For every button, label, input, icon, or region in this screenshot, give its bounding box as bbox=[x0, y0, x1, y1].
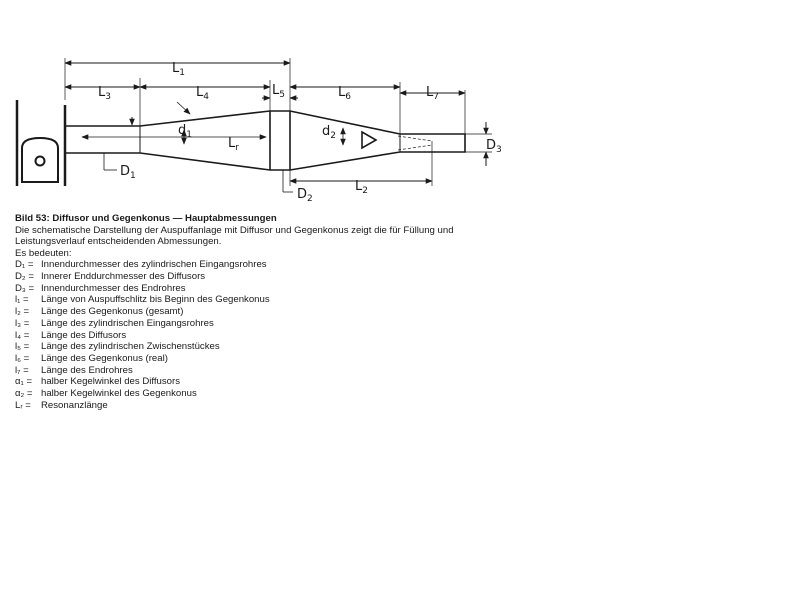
legend-item bbox=[15, 283, 535, 295]
dimension-labels bbox=[98, 61, 502, 204]
legend-item bbox=[15, 365, 535, 377]
legend-symbol: D₃ = bbox=[15, 282, 35, 294]
legend-text: Resonanzlänge bbox=[41, 399, 108, 411]
legend-symbol: D₂ = bbox=[15, 271, 34, 283]
legend-symbol: l₄ = bbox=[15, 329, 30, 341]
legend-text: Innendurchmesser des zylindrischen Eingangsrohres bbox=[41, 259, 267, 271]
legend-text: Länge des Diffusors bbox=[41, 329, 127, 341]
label-L5: L5 bbox=[272, 83, 285, 100]
legend-text: halber Kegelwinkel des Diffusors bbox=[41, 376, 181, 388]
legend-text: Länge des Endrohres bbox=[41, 364, 133, 376]
legend-text: Länge des Gegenkonus (gesamt) bbox=[41, 306, 184, 318]
legend-symbol: Lᵣ = bbox=[15, 399, 31, 411]
exhaust-port-icon bbox=[36, 157, 45, 166]
figure-caption bbox=[15, 213, 535, 412]
label-L6: L6 bbox=[338, 85, 351, 102]
legend-text: halber Kegelwinkel des Gegenkonus bbox=[41, 388, 197, 400]
legend-item bbox=[15, 400, 535, 412]
legend-text: Länge des zylindrischen Eingangsrohres bbox=[41, 317, 214, 329]
legend-item bbox=[15, 318, 535, 330]
label-L2: L2 bbox=[355, 179, 368, 196]
legend-symbol: D₁ = bbox=[15, 259, 34, 271]
label-L3: L3 bbox=[98, 85, 111, 102]
legend-item bbox=[15, 341, 535, 353]
legend-text: Länge von Auspuffschlitz bis Beginn des Gegenkonus bbox=[41, 294, 270, 306]
legend-text: Länge des zylindrischen Zwischenstückes bbox=[41, 341, 220, 353]
label-D2: D2 bbox=[297, 187, 313, 204]
legend-text: Länge des Gegenkonus (real) bbox=[41, 353, 168, 364]
legend-text: Innerer Enddurchmesser des Diffusors bbox=[41, 271, 206, 283]
label-D1: D1 bbox=[120, 164, 136, 181]
label-Lr: Lr bbox=[228, 136, 239, 153]
caption-intro: Es bedeuten: bbox=[15, 247, 72, 259]
legend-symbol: l₃ = bbox=[15, 317, 30, 329]
legend-item bbox=[15, 376, 535, 388]
pipe-outline bbox=[65, 111, 465, 170]
label-L7: L7 bbox=[426, 85, 439, 102]
legend-symbol: l₇ = bbox=[15, 364, 29, 376]
label-d1: d1 bbox=[178, 123, 192, 140]
legend-item bbox=[15, 271, 535, 283]
legend-symbol: l₁ = bbox=[15, 294, 29, 306]
legend-item bbox=[15, 306, 535, 318]
caption-description-line: Leistungsverlauf entscheidenden Abmessungen. bbox=[15, 236, 222, 248]
cylinder-block bbox=[17, 100, 65, 186]
legend-symbol: α₂ = bbox=[15, 388, 33, 400]
label-D3: D3 bbox=[486, 138, 502, 155]
legend-symbol: l₂ = bbox=[15, 306, 30, 318]
legend-item bbox=[15, 294, 535, 306]
label-L4: L4 bbox=[196, 85, 209, 102]
legend-list bbox=[15, 259, 535, 411]
caption-description-line: Die schematische Darstellung der Auspuffanlage mit Diffusor und Gegenkonus zeigt die für Füllung und bbox=[15, 224, 454, 236]
label-L1: L1 bbox=[172, 61, 185, 78]
caption-title: Bild 53: Diffusor und Gegenkonus — Hauptabmessungen bbox=[15, 213, 277, 224]
exhaust-diagram bbox=[0, 0, 800, 215]
legend-text: Innendurchmesser des Endrohres bbox=[41, 282, 186, 294]
legend-symbol: l₆ = bbox=[15, 353, 30, 364]
legend-item bbox=[15, 259, 535, 271]
legend-symbol: α₁ = bbox=[15, 376, 33, 388]
legend-item bbox=[15, 388, 535, 400]
legend-item bbox=[15, 353, 535, 365]
legend-symbol: l₅ = bbox=[15, 341, 30, 353]
label-d2: d2 bbox=[322, 124, 336, 141]
legend-item bbox=[15, 330, 535, 342]
